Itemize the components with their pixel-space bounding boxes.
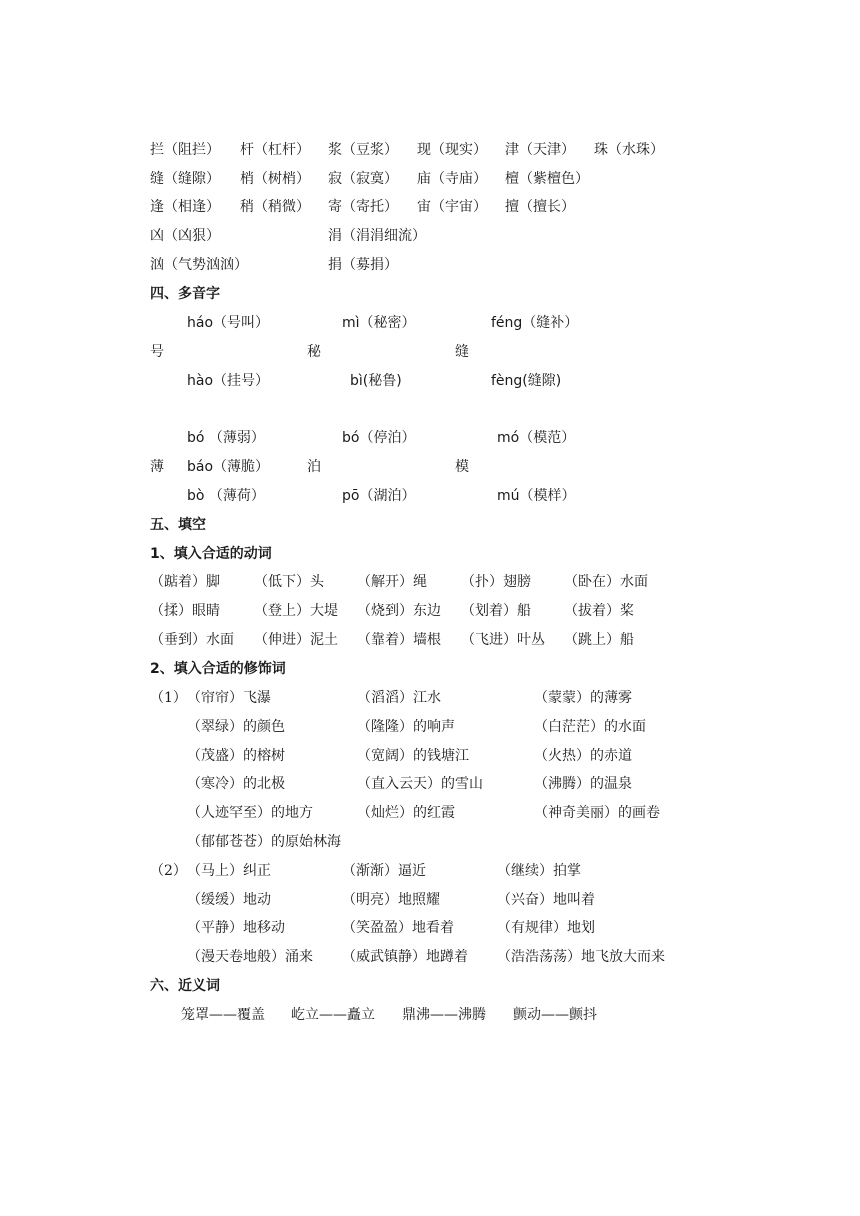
verb-item: （靠着）墙根 (357, 632, 441, 648)
char-item: 寄（寄托） (328, 199, 398, 215)
modifier-item: （灿烂）的红霞 (357, 805, 455, 821)
modifier-item: （兴奋）地叫着 (497, 892, 595, 908)
modifier-item: （马上）纠正 (187, 863, 271, 879)
modifier-item: （明亮）地照耀 (342, 892, 440, 908)
verb-item: （踮着）脚 (150, 574, 220, 590)
verb-item: （伸进）泥土 (254, 632, 338, 648)
char-item: 擅（擅长） (505, 199, 575, 215)
poly-reading: pō（湖泊） (342, 488, 416, 504)
poly-reading: bò （薄荷） (187, 488, 265, 504)
char-item: 庙（寺庙） (417, 171, 487, 187)
part-label: （1） (150, 690, 187, 706)
modifier-item: （渐渐）逼近 (342, 863, 426, 879)
verb-item: （低下）头 (254, 574, 324, 590)
poly-char: 号 (150, 344, 164, 360)
poly-reading: mú（模样） (497, 488, 576, 504)
poly-char: 缝 (455, 344, 469, 360)
char-item: 捐（募捐） (328, 257, 398, 273)
modifier-item: （缓缓）地动 (187, 892, 271, 908)
modifier-item: （滔滔）江水 (357, 690, 441, 706)
poly-char: 秘 (307, 344, 321, 360)
poly-reading: hào（挂号） (187, 373, 270, 389)
poly-reading: bó（停泊） (342, 430, 416, 446)
char-item: 檀（紫檀色） (505, 171, 589, 187)
verb-item: （飞进）叶丛 (461, 632, 545, 648)
modifier-item: （帘帘）飞瀑 (187, 690, 271, 706)
poly-char: 泊 (307, 459, 321, 475)
verb-item: （烧到）东边 (357, 603, 441, 619)
synonym-pair: 颤动——颤抖 (513, 1007, 597, 1023)
modifier-item: （寒冷）的北极 (187, 776, 285, 792)
modifier-item: （翠绿）的颜色 (187, 719, 285, 735)
poly-reading: báo（薄脆） (187, 459, 270, 475)
char-item: 涓（涓涓细流） (328, 228, 426, 244)
char-item: 汹（气势汹汹） (150, 257, 248, 273)
modifier-item: （威武镇静）地蹲着 (342, 949, 468, 965)
section-title: 四、多音字 (150, 286, 220, 302)
char-item: 津（天津） (505, 142, 575, 158)
char-item: 缝（缝隙） (150, 171, 220, 187)
modifier-item: （笑盈盈）地看着 (342, 920, 454, 936)
char-item: 浆（豆浆） (328, 142, 398, 158)
subsection-title: 1、填入合适的动词 (150, 546, 272, 562)
char-item: 凶（凶狠） (150, 228, 220, 244)
verb-item: （拔着）桨 (564, 603, 634, 619)
char-item: 逢（相逢） (150, 199, 220, 215)
modifier-item: （人迹罕至）的地方 (187, 805, 313, 821)
verb-item: （划着）船 (461, 603, 531, 619)
char-item: 稍（稍微） (240, 199, 310, 215)
verb-item: （登上）大堤 (254, 603, 338, 619)
verb-item: （垂到）水面 (150, 632, 234, 648)
verb-item: （揉）眼睛 (150, 603, 220, 619)
modifier-item: （神奇美丽）的画卷 (534, 805, 660, 821)
char-item: 梢（树梢） (240, 171, 310, 187)
modifier-item: （有规律）地划 (497, 920, 595, 936)
poly-reading: mó（模范） (497, 430, 576, 446)
poly-char: 薄 (150, 459, 164, 475)
poly-char: 模 (455, 459, 469, 475)
verb-item: （卧在）水面 (564, 574, 648, 590)
subsection-title: 2、填入合适的修饰词 (150, 661, 286, 677)
modifier-item: （郁郁苍苍）的原始林海 (187, 834, 341, 850)
synonym-pair: 鼎沸——沸腾 (402, 1007, 486, 1023)
poly-reading: bì(秘鲁) (350, 373, 402, 389)
modifier-item: （火热）的赤道 (534, 748, 632, 764)
modifier-item: （直入云天）的雪山 (357, 776, 483, 792)
poly-reading: féng（缝补） (491, 315, 579, 331)
modifier-item: （隆隆）的响声 (357, 719, 455, 735)
modifier-item: （沸腾）的温泉 (534, 776, 632, 792)
synonym-pair: 屹立——矗立 (291, 1007, 375, 1023)
modifier-item: （蒙蒙）的薄雾 (534, 690, 632, 706)
char-item: 珠（水珠） (594, 142, 664, 158)
char-item: 拦（阻拦） (150, 142, 220, 158)
char-item: 宙（宇宙） (417, 199, 487, 215)
poly-reading: mì（秘密） (342, 315, 416, 331)
section-title: 五、填空 (150, 517, 206, 533)
part-label: （2） (150, 863, 187, 879)
modifier-item: （浩浩荡荡）地飞放大而来 (497, 949, 665, 965)
char-item: 寂（寂寞） (328, 171, 398, 187)
poly-reading: fèng(缝隙) (491, 373, 562, 389)
char-item: 现（现实） (417, 142, 487, 158)
modifier-item: （茂盛）的榕树 (187, 748, 285, 764)
section-title: 六、近义词 (150, 978, 220, 994)
synonym-pair: 笼罩——覆盖 (181, 1007, 265, 1023)
modifier-item: （漫天卷地般）涌来 (187, 949, 313, 965)
modifier-item: （平静）地移动 (187, 920, 285, 936)
poly-reading: háo（号叫） (187, 315, 270, 331)
verb-item: （解开）绳 (357, 574, 427, 590)
modifier-item: （宽阔）的钱塘江 (357, 748, 469, 764)
poly-reading: bó （薄弱） (187, 430, 265, 446)
verb-item: （跳上）船 (564, 632, 634, 648)
char-item: 杆（杠杆） (240, 142, 310, 158)
modifier-item: （继续）拍掌 (497, 863, 581, 879)
modifier-item: （白茫茫）的水面 (534, 719, 646, 735)
verb-item: （扑）翅膀 (461, 574, 531, 590)
